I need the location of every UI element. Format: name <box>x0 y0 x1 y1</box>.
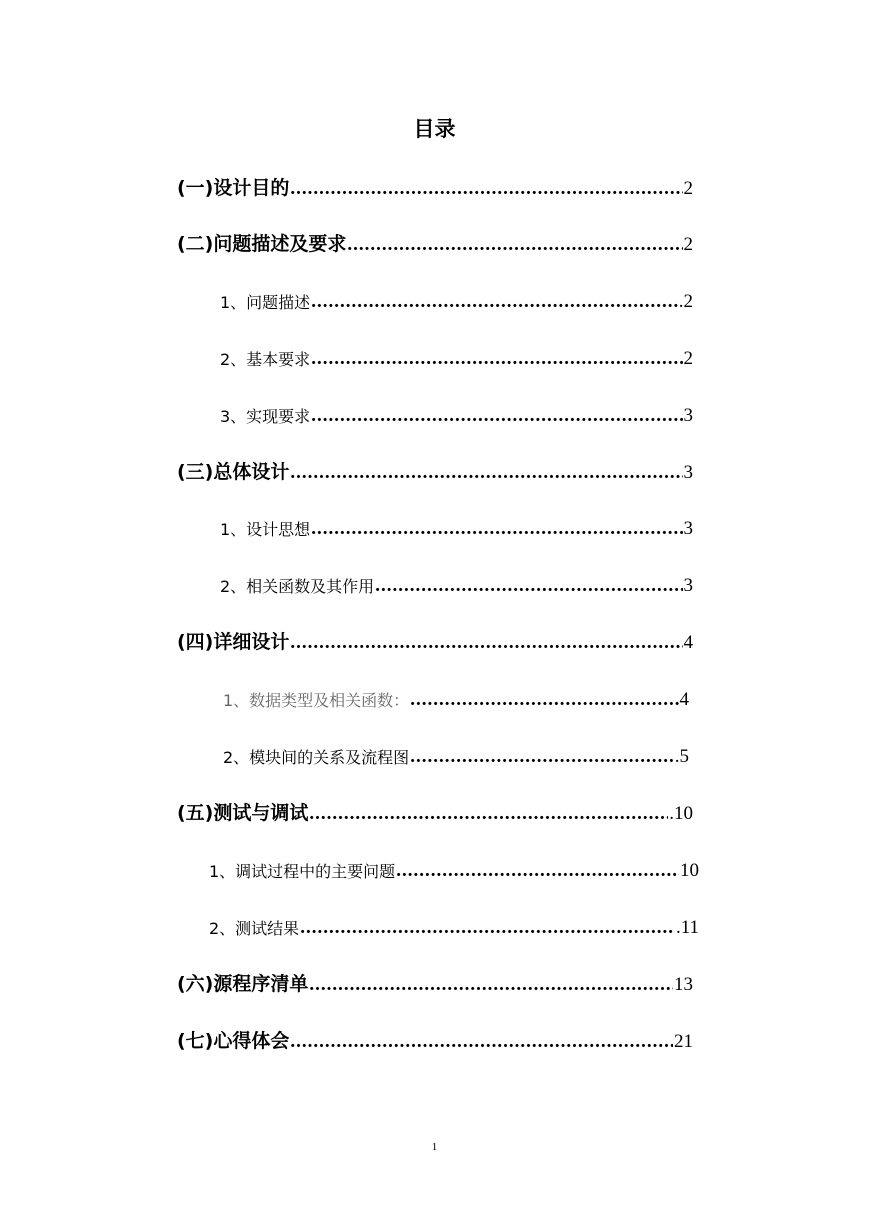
toc-leader-dots <box>375 575 682 597</box>
toc-entry-text: 2、测试结果 <box>209 919 300 938</box>
toc-entry[interactable] <box>209 909 699 939</box>
toc-entry-text: 1、数据类型及相关函数： <box>223 691 410 710</box>
toc-entry[interactable] <box>177 170 693 200</box>
toc-entry-text: 1、问题描述 <box>220 293 311 312</box>
toc-entry[interactable] <box>220 397 693 427</box>
toc-leader-dots <box>290 178 682 200</box>
toc-entry-page: 4 <box>679 689 689 710</box>
toc-title: 目录 <box>413 117 456 141</box>
toc-entry[interactable] <box>220 340 693 370</box>
toc-leader-dots <box>300 917 675 939</box>
toc-entry[interactable] <box>177 795 693 825</box>
toc-entry[interactable] <box>223 738 689 768</box>
toc-entry-page: 3 <box>683 518 693 539</box>
toc-leader-dots <box>309 974 673 996</box>
toc-entry[interactable] <box>177 966 693 996</box>
toc-entry-text: 2、模块间的关系及流程图 <box>223 748 410 767</box>
toc-entry[interactable] <box>177 226 693 256</box>
toc-entry[interactable] <box>177 454 693 484</box>
toc-entry-page: 13 <box>674 974 693 995</box>
toc-entry-text: 2、基本要求 <box>220 350 311 369</box>
toc-leader-dots <box>347 234 682 256</box>
toc-entry-page: 21 <box>674 1031 693 1052</box>
toc-entry-text: (六)源程序清单 <box>177 973 309 995</box>
toc-entry-text: (三)总体设计 <box>177 461 290 483</box>
toc-entry-text: (七)心得体会 <box>177 1030 290 1052</box>
toc-entry-text: (四)详细设计 <box>177 631 290 653</box>
toc-entry-page: .10 <box>669 803 693 824</box>
toc-entry-text: (一)设计目的 <box>177 177 290 199</box>
page-number: 1 <box>431 1141 438 1153</box>
toc-entry-text: (五)测试与调试 <box>177 802 309 824</box>
toc-entry-page: 2 <box>683 234 693 255</box>
toc-leader-dots <box>311 291 678 313</box>
toc-leader-dots <box>290 632 682 654</box>
toc-entry-text: 3、实现要求 <box>220 407 311 426</box>
toc-entry[interactable] <box>223 681 689 711</box>
toc-entry-page: 3 <box>683 462 693 483</box>
toc-entry-text: (二)问题描述及要求 <box>177 233 347 255</box>
toc-leader-dots <box>311 348 682 370</box>
toc-leader-dots <box>290 462 682 484</box>
toc-leader-dots <box>311 405 682 427</box>
toc-entry[interactable] <box>177 1023 693 1053</box>
toc-entry[interactable] <box>177 624 693 654</box>
toc-entry[interactable] <box>220 283 693 313</box>
toc-entry-page: .11 <box>675 917 699 938</box>
toc-entry-page: .5 <box>674 746 689 767</box>
toc-leader-dots <box>290 1031 673 1053</box>
toc-entry-text: 1、设计思想 <box>220 520 311 539</box>
toc-entry[interactable] <box>209 852 699 882</box>
toc-leader-dots <box>410 689 678 711</box>
toc-leader-dots <box>311 518 682 540</box>
toc-entry-page: 4 <box>683 632 693 653</box>
toc-entry-page: 2 <box>683 348 693 369</box>
toc-entry[interactable] <box>220 510 693 540</box>
toc-entry[interactable] <box>220 567 693 597</box>
toc-entry-page: 3 <box>683 405 693 426</box>
toc-entry-page: 10 <box>680 860 699 881</box>
toc-leader-dots <box>396 860 679 882</box>
toc-entry-page: 3 <box>683 575 693 596</box>
toc-entry-page: 2 <box>683 178 693 199</box>
toc-entry-text: 1、调试过程中的主要问题 <box>209 862 396 881</box>
toc-leader-dots <box>309 803 668 825</box>
toc-entry-text: 2、相关函数及其作用 <box>220 577 375 596</box>
toc-leader-dots <box>410 746 674 768</box>
toc-entry-page: .2 <box>678 291 693 312</box>
